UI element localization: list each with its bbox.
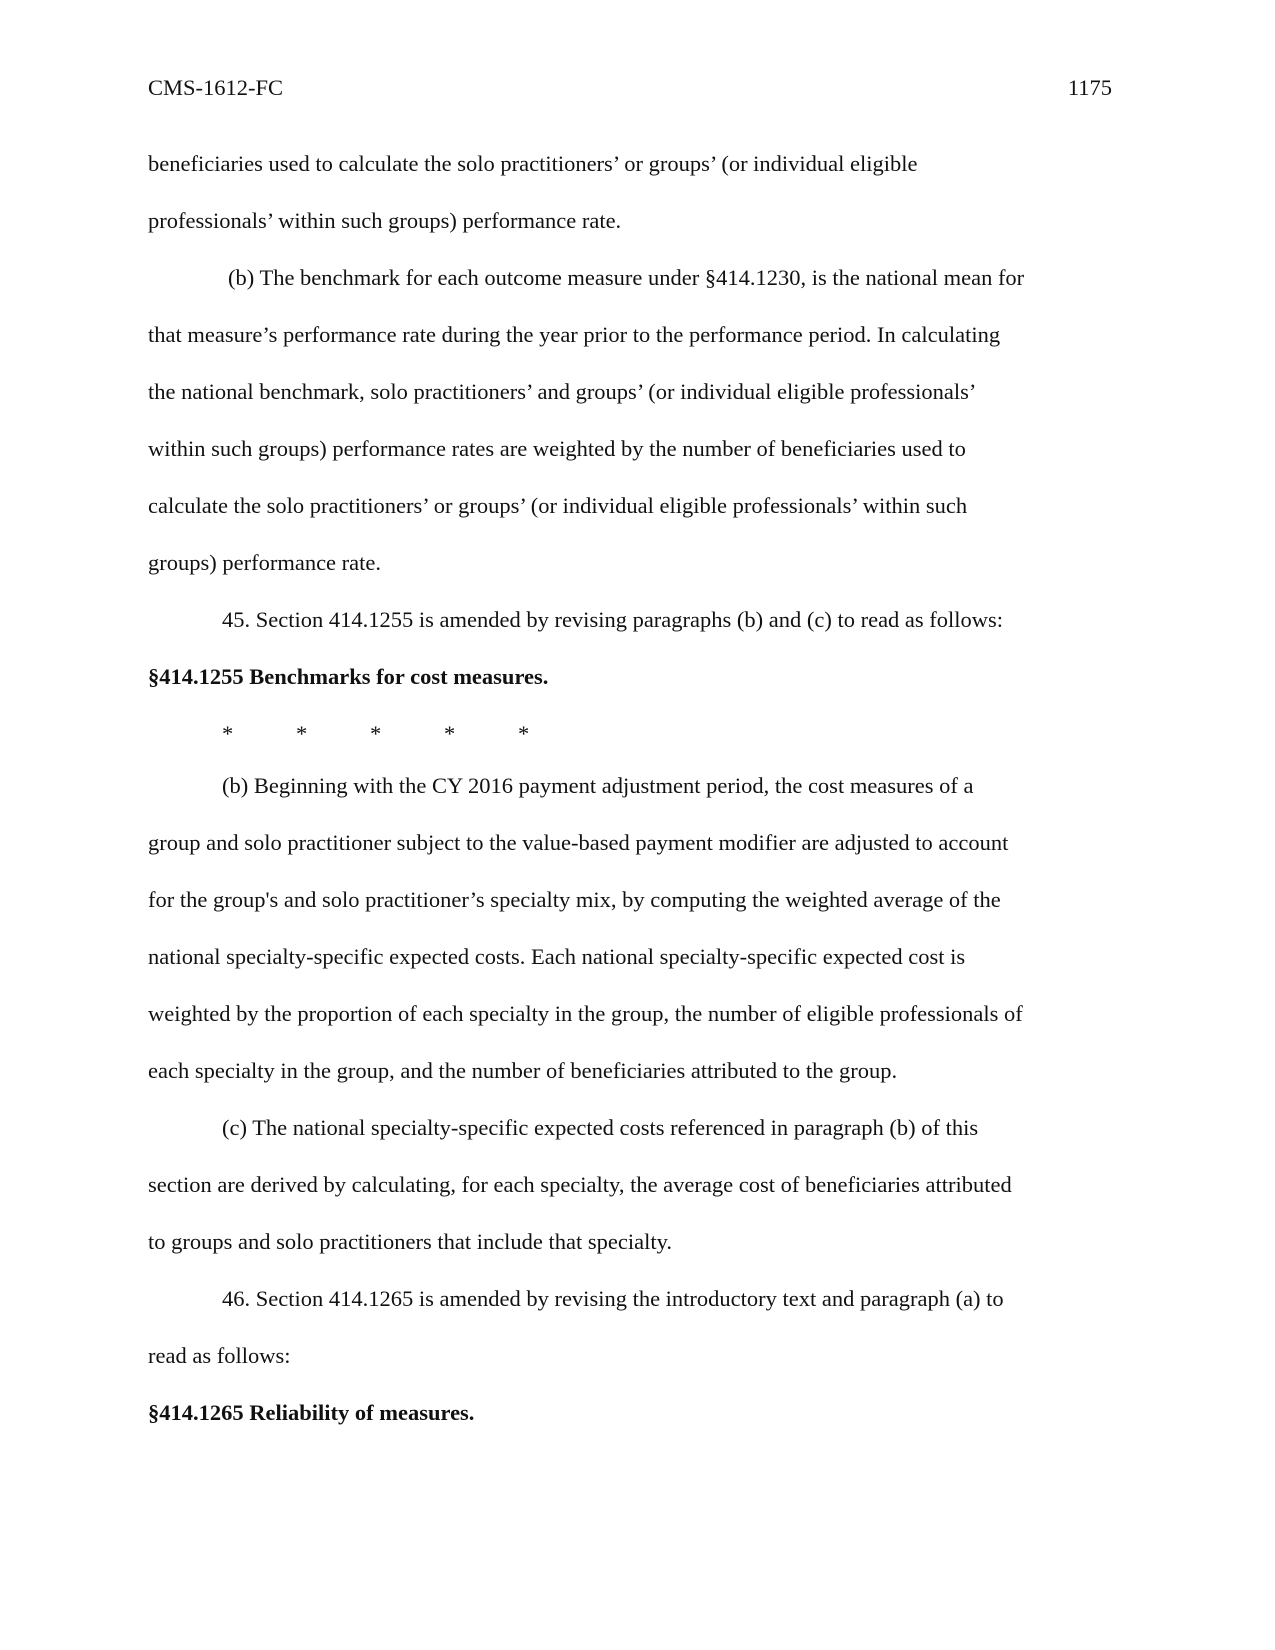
paragraph-start: (b) Beginning with the CY 2016 payment adjustment period, the cost measures of a — [222, 773, 974, 798]
star: * — [518, 721, 530, 746]
text-line: section are derived by calculating, for each specialty, the average cost of beneficiaries attributed — [148, 1172, 1012, 1197]
text-line: national specialty-specific expected costs. Each national specialty-specific expected cost is — [148, 944, 966, 969]
paragraph-start: (c) The national specialty-specific expected costs referenced in paragraph (b) of this — [222, 1115, 979, 1140]
text-line: the national benchmark, solo practitioners’ and groups’ (or individual eligible professionals’ — [148, 379, 977, 404]
star: * — [370, 721, 382, 746]
text-line: calculate the solo practitioners’ or groups’ (or individual eligible professionals’ within such — [148, 493, 968, 518]
text-line: each specialty in the group, and the number of beneficiaries attributed to the group. — [148, 1058, 898, 1083]
text-line: within such groups) performance rates are weighted by the number of beneficiaries used to — [148, 436, 966, 461]
amendment-instruction: 46. Section 414.1265 is amended by revising the introductory text and paragraph (a) to — [222, 1286, 1004, 1311]
text-line: groups) performance rate. — [148, 550, 382, 575]
paragraph-start: (b) The benchmark for each outcome measure under §414.1230, is the national mean for — [228, 265, 1025, 290]
amendment-instruction: 45. Section 414.1255 is amended by revising paragraphs (b) and (c) to read as follows: — [222, 607, 1004, 632]
text-line: group and solo practitioner subject to the value-based payment modifier are adjusted to account — [148, 830, 1009, 855]
star: * — [222, 721, 234, 746]
page-number: 1175 — [1067, 75, 1112, 100]
page-header — [148, 72, 1112, 104]
text-line: read as follows: — [148, 1343, 291, 1368]
document-body — [148, 148, 1112, 1454]
text-line: that measure’s performance rate during the year prior to the performance period. In calculating — [148, 322, 1001, 347]
document-id: CMS-1612-FC — [148, 75, 284, 100]
section-heading: §414.1265 Reliability of measures. — [148, 1400, 475, 1425]
text-line: professionals’ within such groups) performance rate. — [148, 208, 622, 233]
star: * — [296, 721, 308, 746]
star: * — [444, 721, 456, 746]
text-line: beneficiaries used to calculate the solo practitioners’ or groups’ (or individual eligible — [148, 151, 918, 176]
section-heading: §414.1255 Benchmarks for cost measures. — [148, 664, 549, 689]
text-line: for the group's and solo practitioner’s specialty mix, by computing the weighted average of the — [148, 887, 1001, 912]
text-line: weighted by the proportion of each specialty in the group, the number of eligible professionals of — [148, 1001, 1023, 1026]
text-line: to groups and solo practitioners that include that specialty. — [148, 1229, 673, 1254]
omission-stars — [148, 718, 1112, 770]
